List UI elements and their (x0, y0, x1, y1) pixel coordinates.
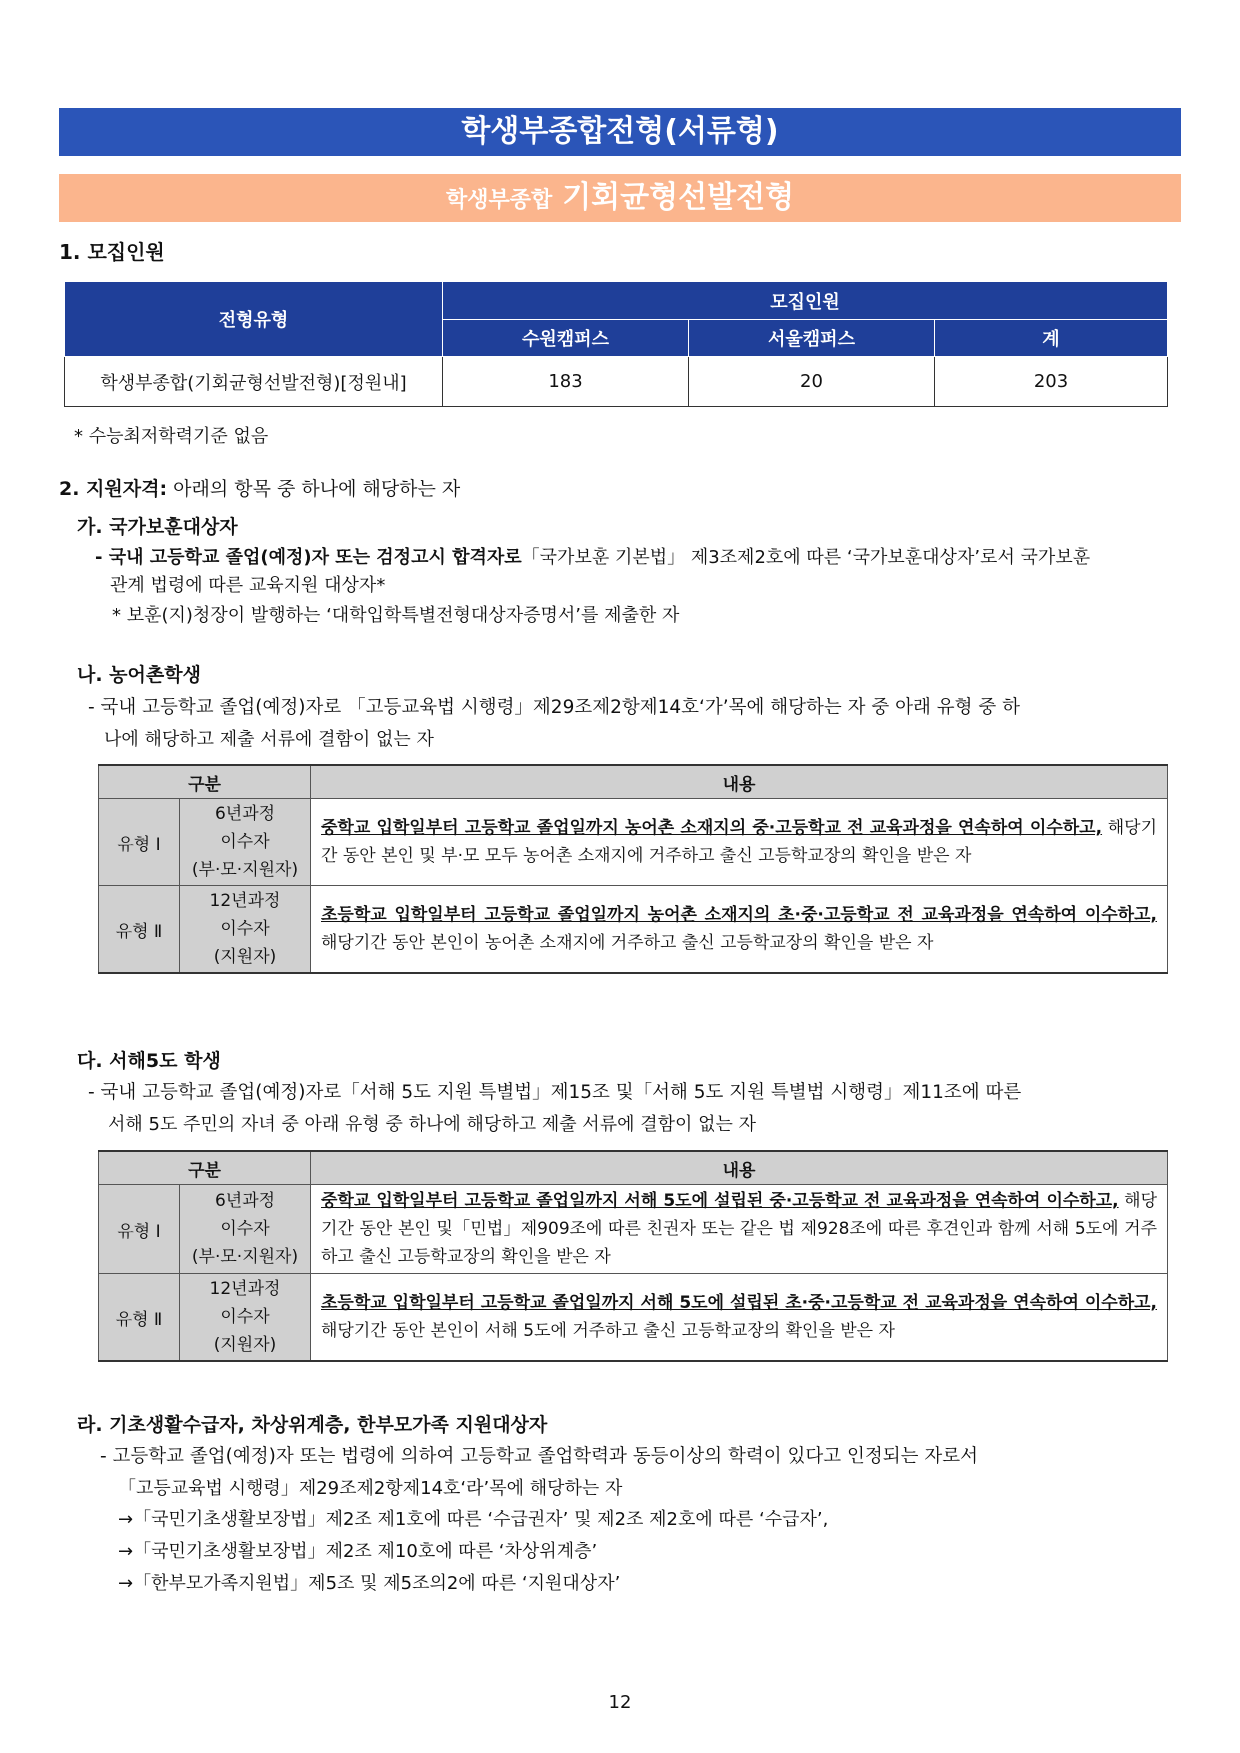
section2-title-rest: 아래의 항목 중 하나에 해당하는 자 (167, 478, 461, 500)
na-type1-rest: 해당기간 동안 본인 및 부·모 모두 농어촌 소재지에 거주하고 출신 고등학교장의 확인을 받은 자 (321, 818, 1157, 866)
da-type2-rest: 해당기간 동안 본인이 서해 5도에 거주하고 출신 고등학교장의 확인을 받은 자 (321, 1321, 895, 1341)
page-title: 학생부종합전형(서류형) (461, 114, 779, 149)
da-type2-content (311, 1274, 1168, 1362)
na-type1-years (180, 799, 311, 886)
subtitle-big: 기회균형선발전형 (562, 180, 795, 215)
section2-title (59, 474, 460, 504)
ra-heading: 라. 기초생활수급자, 차상위계층, 한부모가족 지원대상자 (77, 1414, 548, 1436)
suwon-count: 183 (443, 357, 689, 407)
na-type2-underline: 초등학교 입학일부터 고등학교 졸업일까지 농어촌 소재지의 초·중·고등학교 전 교육과정을 연속하여 이수하고, (321, 905, 1157, 925)
da-type2-yrs3: (지원자) (213, 1335, 277, 1355)
da-line2: 서해 5도 주민의 자녀 중 아래 유형 중 하나에 해당하고 제출 서류에 결함이 없는 자 (108, 1114, 756, 1135)
ra-line2: 「고등교육법 시행령」제29조제2항제14호‘라’목에 해당하는 자 (118, 1478, 623, 1499)
na-col-gubun: 구분 (99, 765, 311, 799)
da-type1-yrs1: 6년과정 (214, 1191, 276, 1211)
total-count: 203 (935, 357, 1168, 407)
ga-line1 (95, 543, 1185, 573)
ra-line1: - 고등학교 졸업(예정)자 또는 법령에 의하여 고등학교 졸업학력과 동등이상의 학력이 있다고 인정되는 자로서 (100, 1446, 979, 1467)
table-row (99, 799, 1168, 886)
col-suwon-header: 수원캠퍼스 (443, 320, 689, 357)
page-title-banner (59, 108, 1181, 156)
section1-title: 1. 모집인원 (59, 240, 165, 264)
table-row (99, 1274, 1168, 1362)
da-type2-years (180, 1274, 311, 1362)
na-type2-yrs1: 12년과정 (209, 891, 281, 911)
na-line2: 나에 해당하고 제출 서류에 결함이 없는 자 (104, 729, 434, 750)
na-heading: 나. 농어촌학생 (77, 664, 201, 686)
page-number: 12 (608, 1692, 632, 1713)
ga-line1-rest: 「국가보훈 기본법」 제3조제2호에 따른 ‘국가보훈대상자’로서 국가보훈 (521, 547, 1091, 568)
na-line1: - 국내 고등학교 졸업(예정)자로 「고등교육법 시행령」제29조제2항제14호‘가’목에 해당하는 자 중 아래 유형 중 하 (88, 697, 1021, 718)
da-type2-label: 유형 Ⅱ (99, 1274, 180, 1362)
da-type1-years (180, 1185, 311, 1274)
ra-arrow1: →「국민기초생활보장법」제2조 제1호에 따른 ‘수급권자’ 및 제2조 제2호에 따른 ‘수급자’, (118, 1509, 829, 1530)
na-type2-yrs3: (지원자) (213, 947, 277, 967)
ra-arrow2: →「국민기초생활보장법」제2조 제10호에 따른 ‘차상위계층’ (118, 1541, 598, 1562)
da-col-content: 내용 (311, 1151, 1168, 1185)
ra-arrow3: →「한부모가족지원법」제5조 및 제5조의2에 따른 ‘지원대상자’ (118, 1573, 621, 1594)
da-type1-yrs3: (부·모·지원자) (191, 1247, 299, 1267)
da-type-table (98, 1150, 1168, 1362)
na-type1-content (311, 799, 1168, 886)
ga-heading: 가. 국가보훈대상자 (77, 516, 238, 538)
na-type2-years (180, 886, 311, 974)
da-type1-content (311, 1185, 1168, 1274)
na-type1-yrs3: (부·모·지원자) (191, 860, 299, 880)
row-label: 학생부종합(기회균형선발전형)[정원내] (65, 357, 443, 407)
da-type2-underline: 초등학교 입학일부터 고등학교 졸업일까지 서해 5도에 설립된 초·중·고등학교 전 교육과정을 연속하여 이수하고, (321, 1293, 1157, 1313)
na-type2-yrs2: 이수자 (220, 919, 270, 939)
da-heading: 다. 서해5도 학생 (77, 1050, 221, 1072)
table-row (99, 1185, 1168, 1274)
da-type1-rest: 해당기간 동안 본인 및「민법」제909조에 따른 친권자 또는 같은 법 제928조에 따른 후견인과 함께 서해 5도에 거주하고 출신 고등학교장의 확인을 받은 자 (321, 1191, 1158, 1267)
seoul-count: 20 (689, 357, 935, 407)
recruitment-table (64, 281, 1168, 407)
na-type-table (98, 764, 1168, 974)
table-row (99, 886, 1168, 974)
na-type1-yrs2: 이수자 (220, 832, 270, 852)
na-type2-rest: 해당기간 동안 본인이 농어촌 소재지에 거주하고 출신 고등학교장의 확인을 받은 자 (321, 933, 934, 953)
na-type1-label: 유형 Ⅰ (99, 799, 180, 886)
na-type1-underline: 중학교 입학일부터 고등학교 졸업일까지 농어촌 소재지의 중·고등학교 전 교육과정을 연속하여 이수하고, (321, 818, 1103, 838)
da-type1-yrs2: 이수자 (220, 1219, 270, 1239)
ga-line1-bold: - 국내 고등학교 졸업(예정)자 또는 검정고시 합격자로 (95, 547, 522, 568)
note-min-score: * 수능최저학력기준 없음 (74, 426, 269, 447)
col-type-header: 전형유형 (65, 282, 443, 357)
subtitle-banner (59, 174, 1181, 222)
col-group-header: 모집인원 (443, 282, 1168, 320)
da-type1-underline: 중학교 입학일부터 고등학교 졸업일까지 서해 5도에 설립된 중·고등학교 전 교육과정을 연속하여 이수하고, (321, 1191, 1119, 1211)
na-type2-content (311, 886, 1168, 974)
col-total-header: 계 (935, 320, 1168, 357)
da-type2-yrs2: 이수자 (220, 1307, 270, 1327)
col-seoul-header: 서울캠퍼스 (689, 320, 935, 357)
da-type1-label: 유형 Ⅰ (99, 1185, 180, 1274)
da-type2-yrs1: 12년과정 (209, 1279, 281, 1299)
na-col-content: 내용 (311, 765, 1168, 799)
ga-line2: 관계 법령에 따른 교육지원 대상자* (110, 575, 386, 596)
na-type1-yrs1: 6년과정 (214, 804, 276, 824)
section2-title-bold: 2. 지원자격: (59, 478, 168, 500)
da-line1: - 국내 고등학교 졸업(예정)자로「서해 5도 지원 특별법」제15조 및「서해 5도 지원 특별법 시행령」제11조에 따른 (88, 1082, 1022, 1103)
da-col-gubun: 구분 (99, 1151, 311, 1185)
na-type2-label: 유형 Ⅱ (99, 886, 180, 974)
subtitle-small: 학생부종합 (445, 188, 553, 213)
ga-note: * 보훈(지)청장이 발행하는 ‘대학입학특별전형대상자증명서’를 제출한 자 (112, 605, 680, 626)
